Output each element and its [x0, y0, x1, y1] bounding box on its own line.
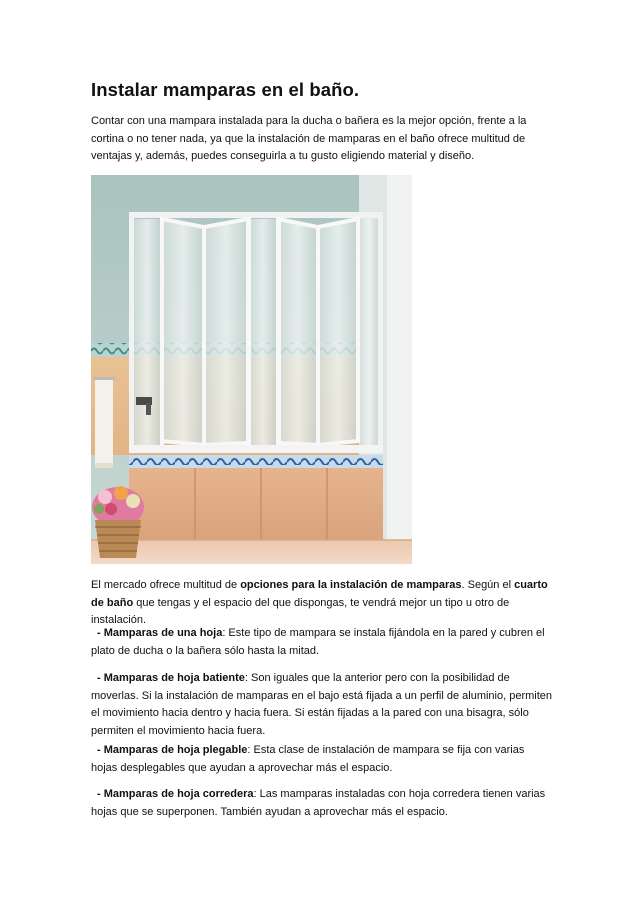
- market-paragraph: [91, 577, 553, 630]
- type-description: : Las mamparas instaladas con hoja corredera tienen varias hojas que se superponen. También ayudan a aprovechar más el espacio.: [91, 788, 546, 818]
- market-text-1: El mercado ofrece multitud de: [91, 579, 241, 591]
- shower-screen-photo: [91, 175, 412, 564]
- type-label: - Mamparas de hoja plegable: [97, 744, 248, 756]
- market-text-2: . Según el: [461, 579, 515, 591]
- intro-paragraph: Contar con una mampara instalada para la ducha o bañera es la mejor opción, frente a la cortina o no tener nada, ya que la instalación de mamparas en el baño ofrece multitud de ventajas y, además, puedes conseguirla a tu gusto eligiendo material y diseño.: [91, 115, 527, 162]
- type-description: : Esta clase de instalación de mampara se fija con varias hojas desplegables que ayudan a aprovechar más el espacio.: [91, 744, 525, 774]
- type-item-sliding-leaf: [91, 786, 553, 821]
- type-description: : Este tipo de mampara se instala fijándola en la pared y cubren el plato de ducha o la bañera sólo hasta la mitad.: [91, 627, 545, 657]
- type-item-one-leaf: [91, 625, 553, 660]
- page-title: Instalar mamparas en el baño.: [91, 79, 360, 100]
- type-item-swing-leaf: [91, 670, 553, 740]
- type-label: - Mamparas de hoja batiente: [97, 672, 245, 684]
- market-bold-options: opciones para la instalación de mamparas: [240, 579, 462, 591]
- type-description: : Son iguales que la anterior pero con la posibilidad de moverlas. Si la instalación de mamparas en el bajo está fijada a un perfil de aluminio, permiten el movimiento hacia dentro y hacia fuera. Si están fijadas a la pared con una bisagra, sólo permiten el movimiento hacia fuera.: [91, 672, 553, 737]
- type-item-folding-leaf: [91, 742, 553, 777]
- market-bold-bathroom: cuarto de baño: [91, 579, 548, 609]
- type-label: - Mamparas de una hoja: [97, 627, 223, 639]
- market-text-3: que tengas y el espacio del que dispongas, te vendrá mejor un tipo u otro de instalación.: [91, 596, 510, 626]
- type-label: - Mamparas de hoja corredera: [97, 788, 254, 800]
